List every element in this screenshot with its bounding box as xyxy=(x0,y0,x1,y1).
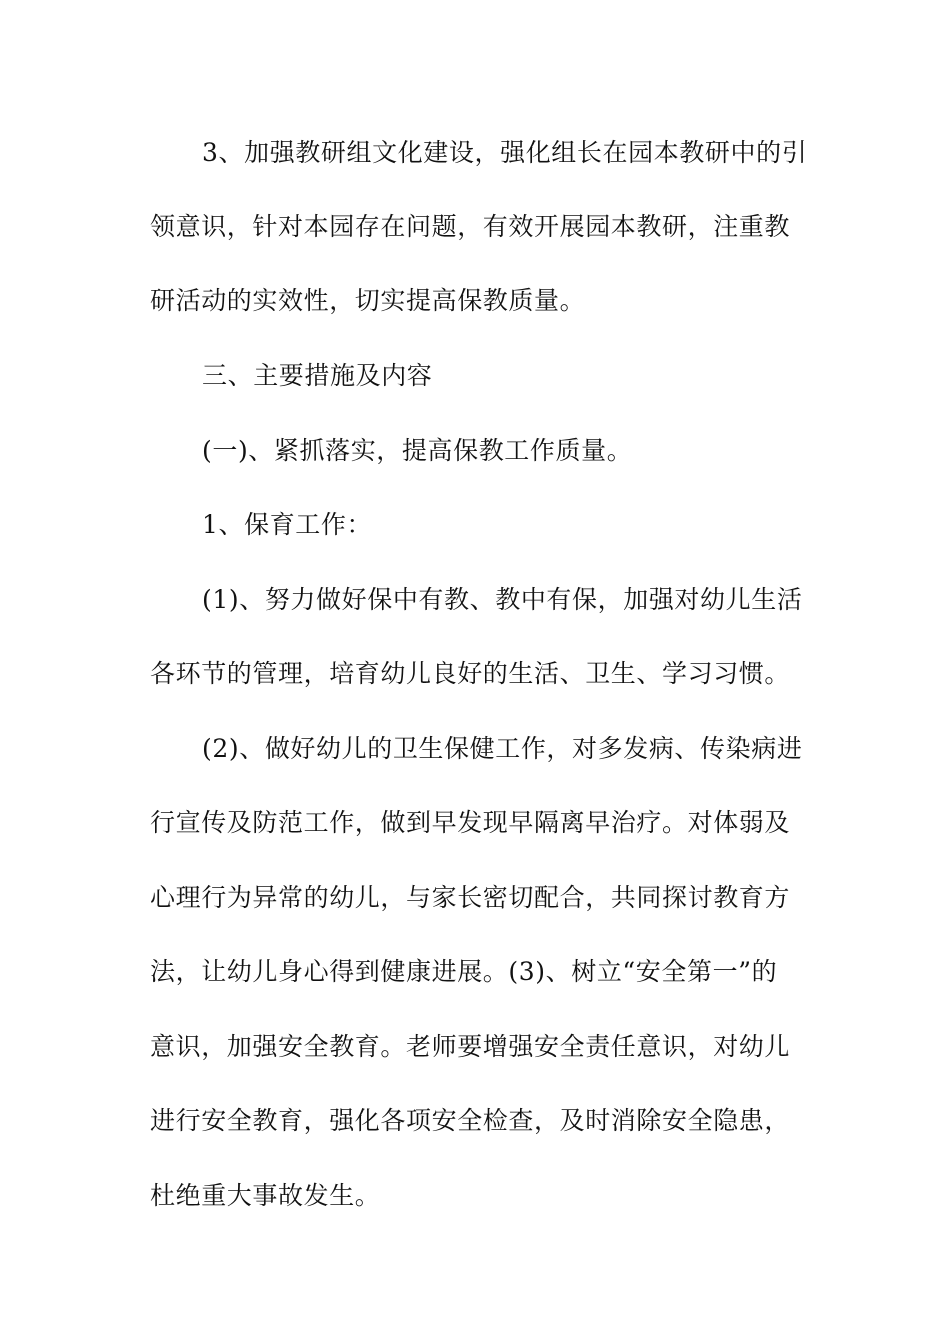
item-heading: 1、保育工作： xyxy=(202,510,373,539)
paragraph-line: 心理行为异常的幼儿，与家长密切配合，共同探讨教育方 xyxy=(150,883,791,912)
paragraph-line: 进行安全教育，强化各项安全检查，及时消除安全隐患， xyxy=(150,1106,791,1135)
paragraph-line: 行宣传及防范工作，做到早发现早隔离早治疗。对体弱及 xyxy=(150,808,791,837)
paragraph-line: (2)、做好幼儿的卫生保健工作，对多发病、传染病进 xyxy=(202,734,803,763)
paragraph-line: (1)、努力做好保中有教、教中有保，加强对幼儿生活 xyxy=(202,585,803,614)
subsection-heading: (一)、紧抓落实，提高保教工作质量。 xyxy=(202,436,633,465)
paragraph-line: 意识，加强安全教育。老师要增强安全责任意识，对幼儿 xyxy=(150,1032,791,1061)
paragraph-line: 研活动的实效性，切实提高保教质量。 xyxy=(150,286,586,315)
paragraph-line: 3、加强教研组文化建设，强化组长在园本教研中的引 xyxy=(202,138,808,167)
paragraph-line: 各环节的管理，培育幼儿良好的生活、卫生、学习习惯。 xyxy=(150,659,791,688)
section-heading: 三、主要措施及内容 xyxy=(202,361,433,390)
paragraph-line: 杜绝重大事故发生。 xyxy=(150,1181,381,1210)
paragraph-line: 法，让幼儿身心得到健康进展。(3)、树立“安全第一”的 xyxy=(150,957,778,986)
paragraph-line: 领意识，针对本园存在问题，有效开展园本教研，注重教 xyxy=(150,212,791,241)
